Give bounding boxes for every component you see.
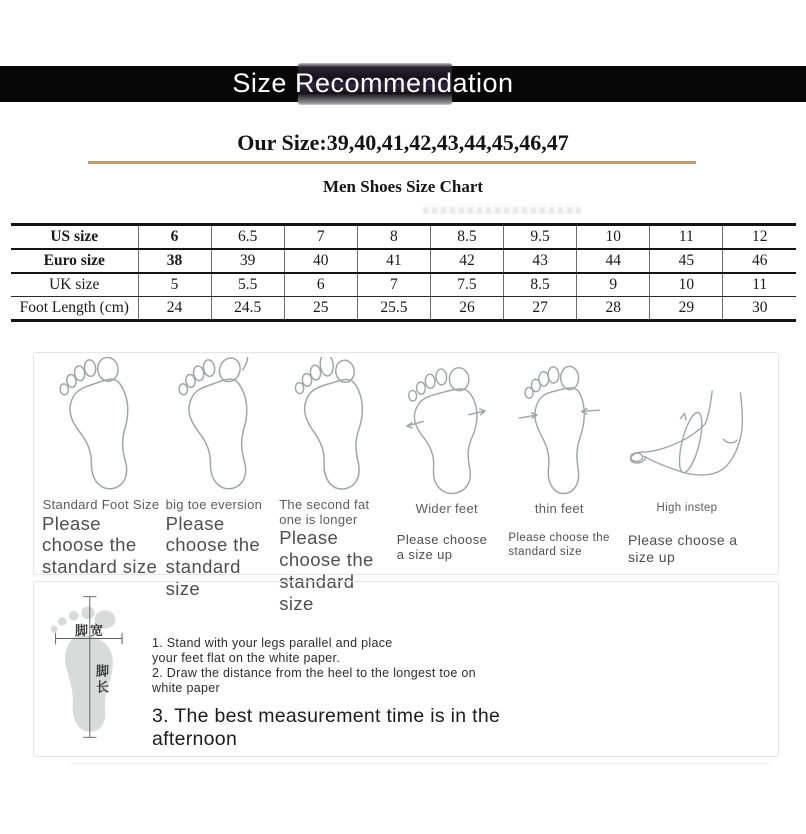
foot-wider-icon (397, 357, 497, 499)
table-cell: 25 (284, 297, 357, 321)
table-cell: 12 (723, 225, 796, 250)
foot-type-name: The second fat one is longer (279, 497, 370, 527)
row-label: Euro size (11, 249, 138, 273)
table-row (11, 249, 796, 273)
table-cell: 24 (138, 297, 211, 321)
foot-standard-icon (42, 357, 160, 495)
table-cell: 10 (650, 273, 723, 297)
row-label: US size (11, 225, 138, 250)
foot-types-section (33, 352, 779, 614)
step-1-line-2: your feet flat on the white paper. (152, 651, 341, 665)
section-shadow-line (70, 763, 770, 764)
table-cell: 8.5 (430, 225, 503, 250)
table-cell: 10 (577, 225, 650, 250)
step-2-line-1: 2. Draw the distance from the heel to the longest toe on (152, 666, 476, 680)
foot-type-advice: Please choose the standard size (279, 527, 374, 614)
table-cell: 28 (577, 297, 650, 321)
foot-length-label: 脚长 (94, 664, 109, 696)
foot-type-thin (502, 357, 616, 574)
step-2-line-2: white paper (152, 681, 220, 695)
table-cell: 9.5 (504, 225, 577, 250)
step-1-line-1: 1. Stand with your legs parallel and place (152, 636, 393, 650)
foot-type-advice: Please choose the standard size (165, 512, 261, 600)
table-cell: 6.5 (211, 225, 284, 250)
table-cell: 11 (723, 273, 796, 297)
foot-type-name: High instep (656, 502, 718, 514)
table-cell: 42 (430, 249, 503, 273)
accent-rule (88, 161, 696, 164)
foot-high-instep-icon (622, 357, 768, 499)
table-cell: 27 (504, 297, 577, 321)
table-cell: 45 (650, 249, 723, 273)
table-cell: 25.5 (357, 297, 430, 321)
table-cell: 8 (357, 225, 430, 250)
table-cell: 26 (430, 297, 503, 321)
measurement-steps (152, 636, 522, 751)
foot-thin-icon (502, 357, 616, 499)
table-row (11, 225, 796, 250)
measurement-section (33, 581, 779, 757)
table-cell: 44 (577, 249, 650, 273)
foot-big-toe-eversion-icon (166, 357, 274, 495)
foot-type-name: big toe eversion (165, 497, 263, 512)
table-cell: 43 (504, 249, 577, 273)
table-cell: 6 (284, 273, 357, 297)
foot-type-name: Standard Foot Size (42, 497, 160, 512)
foot-type-advice: Please choose the standard size (42, 512, 158, 578)
table-cell: 41 (357, 249, 430, 273)
banner (0, 66, 806, 102)
table-row (11, 273, 796, 297)
table-cell: 30 (723, 297, 796, 321)
table-cell: 7 (357, 273, 430, 297)
foot-type-advice: Please choose a size up (627, 532, 738, 565)
foot-type-standard (42, 357, 160, 578)
table-cell: 6 (138, 225, 211, 250)
banner-title: Size Recommendation (232, 68, 514, 98)
table-cell: 39 (211, 249, 284, 273)
table-row (11, 297, 796, 321)
foot-type-advice: Please choose a size up (396, 532, 488, 563)
watermark-smudge (423, 207, 581, 214)
row-label: UK size (11, 273, 138, 297)
foot-type-wider (397, 357, 497, 574)
foot-type-second-toe-longer (279, 357, 391, 614)
table-cell: 7 (284, 225, 357, 250)
table-cell: 29 (650, 297, 723, 321)
table-cell: 9 (577, 273, 650, 297)
foot-type-advice: Please choose the standard size (508, 532, 610, 558)
foot-type-name: thin feet (534, 501, 584, 516)
table-cell: 5 (138, 273, 211, 297)
our-size-heading: Our Size:39,40,41,42,43,44,45,46,47 (237, 130, 569, 155)
row-label: Foot Length (cm) (19, 299, 129, 316)
step-3-line-2: afternoon (152, 728, 238, 750)
foot-width-label: 脚宽 (74, 623, 105, 638)
table-cell: 46 (723, 249, 796, 273)
table-cell: 7.5 (430, 273, 503, 297)
table-cell: 38 (138, 249, 211, 273)
table-cell: 24.5 (211, 297, 284, 321)
foot-second-toe-longer-icon (279, 357, 391, 495)
table-cell: 8.5 (504, 273, 577, 297)
size-chart-table (11, 223, 796, 322)
table-cell: 11 (650, 225, 723, 250)
foot-type-name: Wider feet (415, 501, 478, 516)
chart-subtitle: Men Shoes Size Chart (322, 177, 484, 196)
table-cell: 40 (284, 249, 357, 273)
foot-type-high-instep (622, 357, 768, 574)
foot-type-big-toe-eversion (165, 357, 274, 600)
table-cell: 5.5 (211, 273, 284, 297)
step-3-line-1: 3. The best measurement time is in the (152, 705, 501, 727)
